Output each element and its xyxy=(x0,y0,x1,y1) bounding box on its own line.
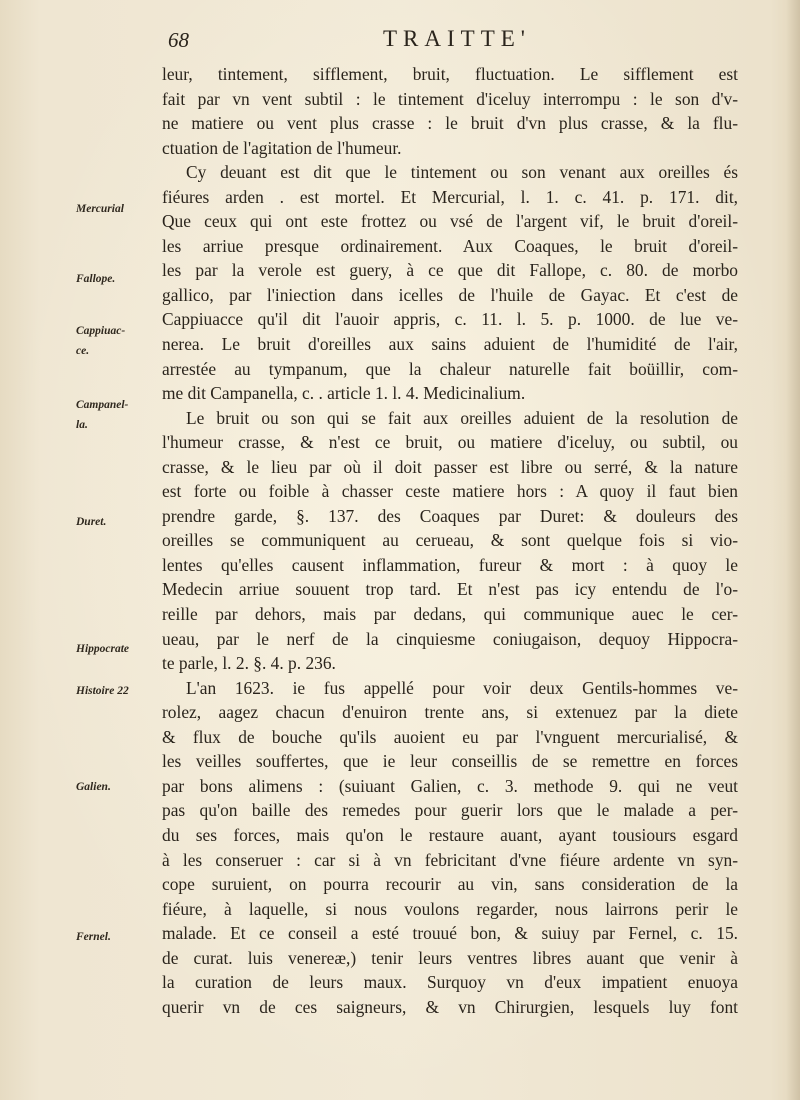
text-line: du ses forces, mais qu'on le restaure auant, ayant tousiours esgard xyxy=(162,824,738,845)
text-line: ne matiere ou vent plus crasse : le bruit d'vn plus crasse, & la flu- xyxy=(162,113,738,134)
margin-note: Histoire 22 xyxy=(76,685,129,697)
text-line: ctuation de l'agitation de l'humeur. xyxy=(162,137,402,158)
text-line: les par la verole est guery, à ce que dit Fallope, c. 80. de morbo xyxy=(162,260,738,281)
page-number: 68 xyxy=(168,28,189,52)
text-line: cope suruient, on pourra recourir au vin, sans consideration de la xyxy=(162,874,738,895)
text-line: L'an 1623. ie fus appellé pour voir deux Gentils-hommes ve- xyxy=(186,677,738,698)
margin-note: Fernel. xyxy=(76,931,111,943)
text-line: malade. Et ce conseil a esté trouué bon, & suiuy par Fernel, c. 15. xyxy=(162,923,738,944)
text-line: les veilles souffertes, que ie leur conseillis de se remettre en forces xyxy=(162,751,738,772)
text-line: par bons alimens : (suiuant Galien, c. 3. methode 9. qui ne veut xyxy=(162,775,738,796)
text-line: pas qu'on baille des remedes pour guerir lors que le malade a per- xyxy=(162,800,738,821)
text-line: est forte ou foible à chasser ceste matiere hors : A quoy il faut bien xyxy=(162,481,738,502)
margin-note: Galien. xyxy=(76,781,111,793)
text-line: la curation de leurs maux. Surquoy vn d'eux impatient enuoya xyxy=(162,972,738,993)
body-text xyxy=(162,62,738,1019)
text-line: l'humeur crasse, & n'est ce bruit, ou matiere d'iceluy, ou subtil, ou xyxy=(162,432,738,453)
text-line: rolez, aagez chacun d'enuiron trente ans, si extenuez par la diete xyxy=(162,702,738,723)
text-line: te parle, l. 2. §. 4. p. 236. xyxy=(162,653,336,674)
text-line: Cy deuant est dit que le tintement ou son venant aux oreilles és xyxy=(186,162,738,183)
text-line: fiéure, à laquelle, si nous voulons regarder, nous lairrons perir le xyxy=(162,898,738,919)
margin-note: Cappiuac- xyxy=(76,325,126,337)
margin-note: ce. xyxy=(76,345,90,357)
text-line: leur, tintement, sifflement, bruit, fluctuation. Le sifflement est xyxy=(162,64,738,84)
page-header xyxy=(168,28,738,56)
text-line: Que ceux qui ont este frottez ou vsé de l'argent vif, le bruit d'oreil- xyxy=(162,211,738,232)
text-line: Cappiuacce qu'il dit l'auoir appris, c. 11. l. 5. p. 1000. de lue ve- xyxy=(162,309,738,330)
text-line: de curat. luis venereæ,) tenir leurs ventres libres auant que venir à xyxy=(162,947,738,968)
text-line: & flux de bouche qu'ils auoient eu par l'vnguent mercurialisé, & xyxy=(162,726,738,747)
text-line: arrestée au tympanum, que la chaleur naturelle fait boüillir, com- xyxy=(162,358,738,379)
text-line: nerea. Le bruit d'oreilles aux sains aduient de l'humidité de l'air, xyxy=(162,334,738,355)
page-edge-shadow xyxy=(786,0,800,1100)
text-line: crasse, & le lieu par où il doit passer est libre ou serré, & la nature xyxy=(162,456,738,477)
margin-note: la. xyxy=(76,419,88,431)
text-line: oreilles se communiquent au cerueau, & sont quelque fois si vio- xyxy=(162,530,738,551)
running-title: TRAITTE' xyxy=(383,26,531,51)
text-line: lentes qu'elles causent inflammation, fureur & mort : à quoy le xyxy=(162,554,738,575)
text-line: querir vn de ces saigneurs, & vn Chirurgien, lesquels luy font xyxy=(162,996,738,1017)
text-line: fiéures arden . est mortel. Et Mercurial, l. 1. c. 41. p. 171. dit, xyxy=(162,186,738,207)
margin-note: Mercurial xyxy=(76,203,124,215)
text-line: fait par vn vent subtil : le tintement d'iceluy interrompu : le son d'v- xyxy=(162,88,738,109)
margin-note: Duret. xyxy=(76,516,107,528)
margin-note: Campanel- xyxy=(76,399,129,411)
text-line: gallico, par l'iniection dans icelles de l'huile de Gayac. Et c'est de xyxy=(162,284,738,305)
text-line: me dit Campanella, c. . article 1. l. 4. Medicinalium. xyxy=(162,383,526,404)
margin-note: Hippocrate xyxy=(76,643,130,655)
text-line: reille par dehors, mais par dedans, qui communique auec le cer- xyxy=(162,604,738,625)
margin-note: Fallope. xyxy=(76,273,116,285)
text-line: les arriue presque ordinairement. Aux Coaques, le bruit d'oreil- xyxy=(162,235,738,256)
text-line: à les conseruer : car si à vn febricitant d'vne fiéure ardente vn syn- xyxy=(162,849,738,870)
text-line: Le bruit ou son qui se fait aux oreilles aduient de la resolution de xyxy=(186,407,738,428)
text-line: Medecin arriue souuent trop tard. Et n'est pas icy entendu de l'o- xyxy=(162,579,738,600)
text-line: prendre garde, §. 137. des Coaques par Duret: & douleurs des xyxy=(162,505,738,526)
text-line: ueau, par le nerf de la cinquiesme coniugaison, dequoy Hippocra- xyxy=(162,628,738,649)
